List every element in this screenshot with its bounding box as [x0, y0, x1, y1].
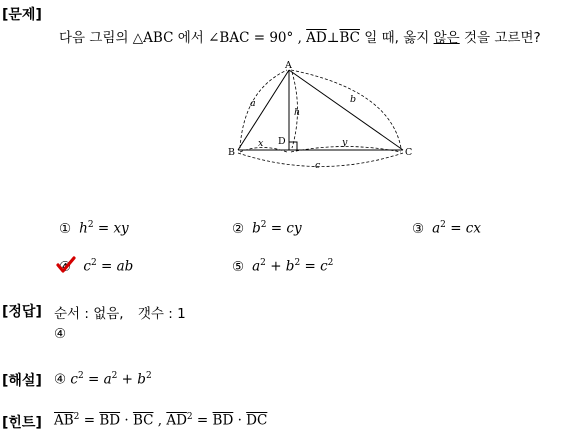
side-h-label: h [294, 107, 301, 118]
hint-label: [힌트] [2, 415, 42, 431]
option-3[interactable]: ③ $a^2$ = cx [412, 220, 481, 237]
answer-value: ④ [54, 326, 67, 342]
option-1[interactable]: ① $h^2$ = xy [59, 220, 129, 237]
option-2[interactable]: ② $b^2$ = cy [232, 220, 302, 237]
side-b-label: b [350, 94, 357, 105]
side-c-label: c [315, 160, 321, 171]
explanation-label: [해설] [2, 373, 42, 389]
point-d-label: D [278, 136, 286, 147]
explanation-text: ④ $c^2 = a^2 + b^2$ [54, 371, 152, 388]
side-y-label: y [342, 137, 348, 148]
check-icon [56, 256, 76, 274]
question-text: 다음 그림의 △ABC 에서 ∠BAC = 90° , $\overline{AD}\perp\overline{BC}$ 일 때, 옳지 않은 것을 고르면? [59, 30, 541, 46]
side-x-label: x [258, 138, 264, 149]
point-b-label: B [228, 147, 235, 158]
hint-text: $\overline{AB}^2 = \overline{BD} \cdot \overline{BC}$ , $\overline{AD}^2 = \overline{BD} \cdot \overline{DC}$ [54, 412, 268, 429]
option-5[interactable]: ⑤ $a^2 + b^2 = c^2$ [232, 258, 334, 275]
answer-meta: 순서 : 없음, 갯수 : 1 [54, 306, 186, 322]
problem-label: [문제] [2, 7, 42, 23]
point-c-label: C [405, 147, 413, 158]
point-a-label: A [285, 60, 292, 71]
answer-label: [정답] [2, 304, 42, 320]
side-a-label: a [250, 98, 256, 109]
brace-c [238, 153, 403, 167]
option-4[interactable]: ④ $c^2$ = ab [59, 258, 134, 275]
